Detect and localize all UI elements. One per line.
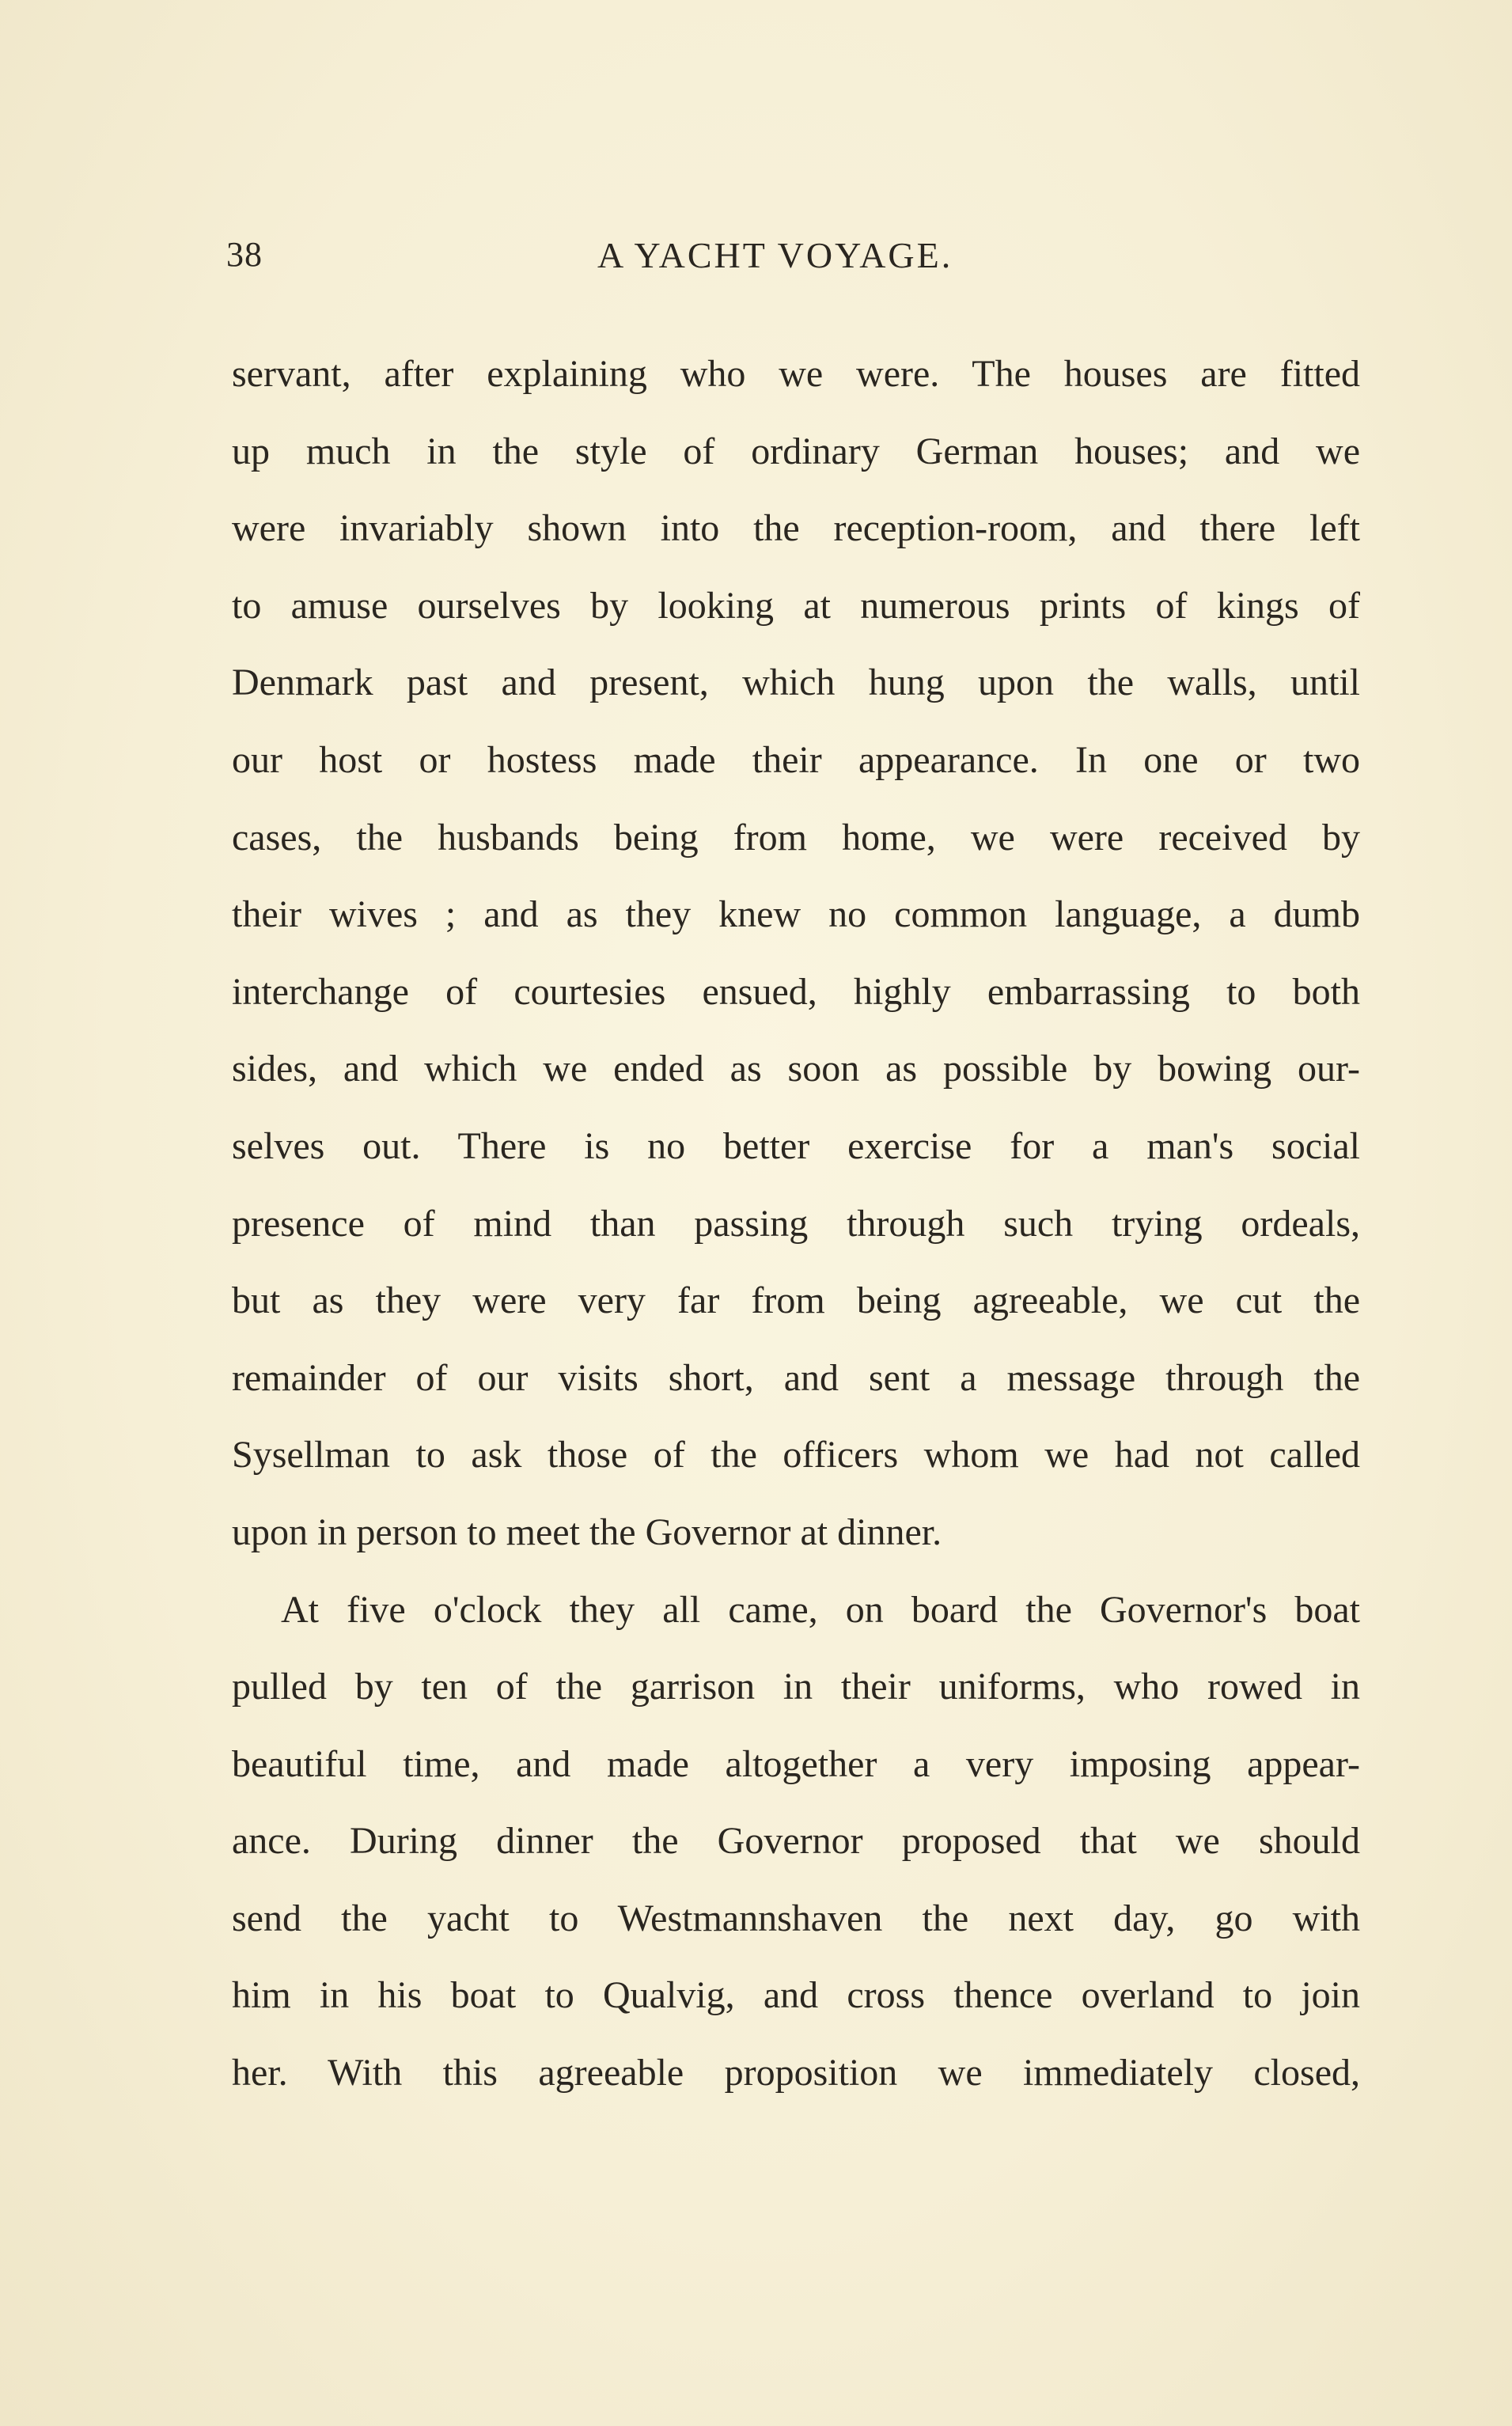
text-line: pulled by ten of the garrison in their uniforms, who rowed in xyxy=(232,1666,1360,1708)
text-line: send the yacht to Westmannshaven the next day, go with xyxy=(232,1897,1360,1939)
running-head xyxy=(0,234,1512,282)
text-line: remainder of our visits short, and sent a message through the xyxy=(232,1356,1360,1399)
text-line: him in his boat to Qualvig, and cross thence overland to join xyxy=(232,1974,1360,2017)
text-line: were invariably shown into the reception-room, and there left xyxy=(232,507,1360,550)
running-title: A YACHT VOYAGE. xyxy=(597,235,953,275)
text-line: our host or hostess made their appearance. In one or two xyxy=(232,738,1360,781)
text-line: beautiful time, and made altogether a very imposing appear- xyxy=(232,1742,1360,1785)
text-line: Denmark past and present, which hung upon the walls, until xyxy=(232,661,1360,704)
text-line: but as they were very far from being agreeable, we cut the xyxy=(232,1279,1360,1322)
text-line: cases, the husbands being from home, we were received by xyxy=(232,816,1360,859)
text-line: Sysellman to ask those of the officers whom we had not called xyxy=(232,1434,1360,1476)
text-line: their wives ; and as they knew no common language, a dumb xyxy=(232,893,1360,936)
text-line: to amuse ourselves by looking at numerous prints of kings of xyxy=(232,584,1360,627)
text-line: ance. During dinner the Governor proposed that we should xyxy=(232,1820,1360,1863)
text-line: her. With this agreeable proposition we immediately closed, xyxy=(232,2052,1360,2094)
paragraph-end-line: upon in person to meet the Governor at dinner. xyxy=(232,1511,942,1553)
page-number: 38 xyxy=(226,235,263,274)
text-line: interchange of courtesies ensued, highly embarrassing to both xyxy=(232,970,1360,1013)
text-line: servant, after explaining who we were. The houses are fitted xyxy=(232,353,1360,395)
text-line: presence of mind than passing through such trying ordeals, xyxy=(232,1202,1360,1245)
text-line: selves out. There is no better exercise for a man's social xyxy=(232,1124,1360,1167)
text-line: up much in the style of ordinary German houses; and we xyxy=(232,430,1360,472)
body-text xyxy=(232,351,1360,2127)
text-line: sides, and which we ended as soon as possible by bowing our- xyxy=(232,1048,1360,1090)
paragraph-start-line: At five o'clock they all came, on board the Governor's boat xyxy=(281,1588,1360,1631)
